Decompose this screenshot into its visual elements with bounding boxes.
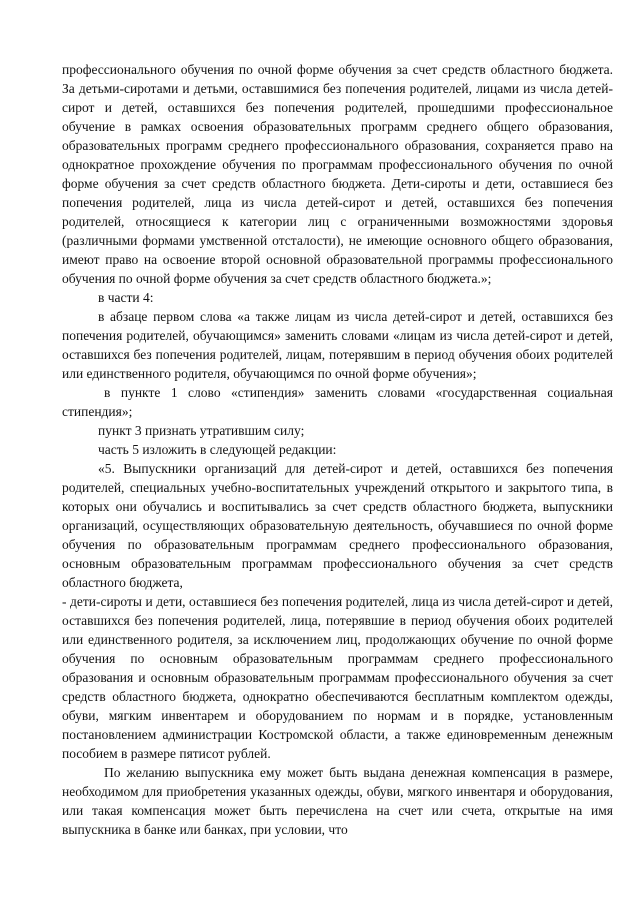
- paragraph-dash-item: - дети-сироты и дети, оставшиеся без попечения родителей, лица из числа детей-сирот и детей, оставшихся без попечения родителей, лица, потерявшие в период обучения обоих родителей или единственного родителя, за исключением лиц, продолжающих обучение по очной форме обучения по основным образовательным программам среднего профессионального образования и основным образовательным программам профессионального обучения за счет средств областного бюджета, однократно обеспечиваются бесплатным комплектом одежды, обуви, мягким инвентарем и оборудованием по нормам и в порядке, установленным постановлением администрации Костромской области, а также единовременным денежным пособием в размере пятисот рублей.: [62, 594, 613, 761]
- paragraph-part-5-text: «5. Выпускники организаций для детей-сирот и детей, оставшихся без попечения родителей, специальных учебно-воспитательных учреждений открытого и закрытого типа, в которых они обучались и воспитывались за счет средств областного бюджета, выпускники организаций, осуществляющих образовательную деятельность, обучавшиеся по очной форме обучения по образовательным программам среднего профессионального образования, основным образовательным программам профессионального обучения за счет средств областного бюджета,: [62, 461, 613, 590]
- paragraph-part-4-heading: в части 4:: [98, 290, 154, 305]
- paragraph-first-abzats-amendment: в абзаце первом слова «а также лицам из числа детей-сирот и детей, оставшихся без попечения родителей, обучающимся» заменить словами «лицам из числа детей-сирот и детей, оставшихся без попечения родителей, лицам, потерявшим в период обучения обоих родителей или единственного родителя, обучающимся по очной форме обучения»;: [62, 309, 613, 381]
- document-body: [62, 60, 613, 839]
- paragraph-continuation: профессионального обучения по очной форме обучения за счет средств областного бюджета. За детьми-сиротами и детьми, оставшимися без попечения родителей, лицами из числа детей-сирот и детей, оставшихся без попечения родителей, прошедшими профессиональное обучение в рамках освоения образовательных программ среднего общего образования, образовательных программ среднего профессионального образования, сохраняется право на однократное прохождение обучения по программам профессионального обучения по очной форме обучения за счет средств областного бюджета. Дети-сироты и дети, оставшиеся без попечения родителей, лица из числа детей-сирот и детей, оставшихся без попечения родителей, относящиеся к категории лиц с ограниченными возможностями здоровья (различными формами умственной отсталости), не имеющие основного общего образования, имеют право на освоение второй основной образовательной программы профессионального обучения по очной форме обучения за счет средств областного бюджета.»;: [62, 62, 613, 286]
- paragraph-point-1-amendment: в пункте 1 слово «стипендия» заменить словами «государственная социальная стипендия»;: [62, 385, 613, 419]
- paragraph-compensation: По желанию выпускника ему может быть выдана денежная компенсация в размере, необходимом для приобретения указанных одежды, обуви, мягкого инвентаря и оборудования, или такая компенсация может быть перечислена на счет или счета, открытые на имя выпускника в банке или банках, при условии, что: [62, 765, 613, 837]
- paragraph-point-3-void: пункт 3 признать утратившим силу;: [98, 423, 305, 438]
- paragraph-part-5-intro: часть 5 изложить в следующей редакции:: [98, 442, 337, 457]
